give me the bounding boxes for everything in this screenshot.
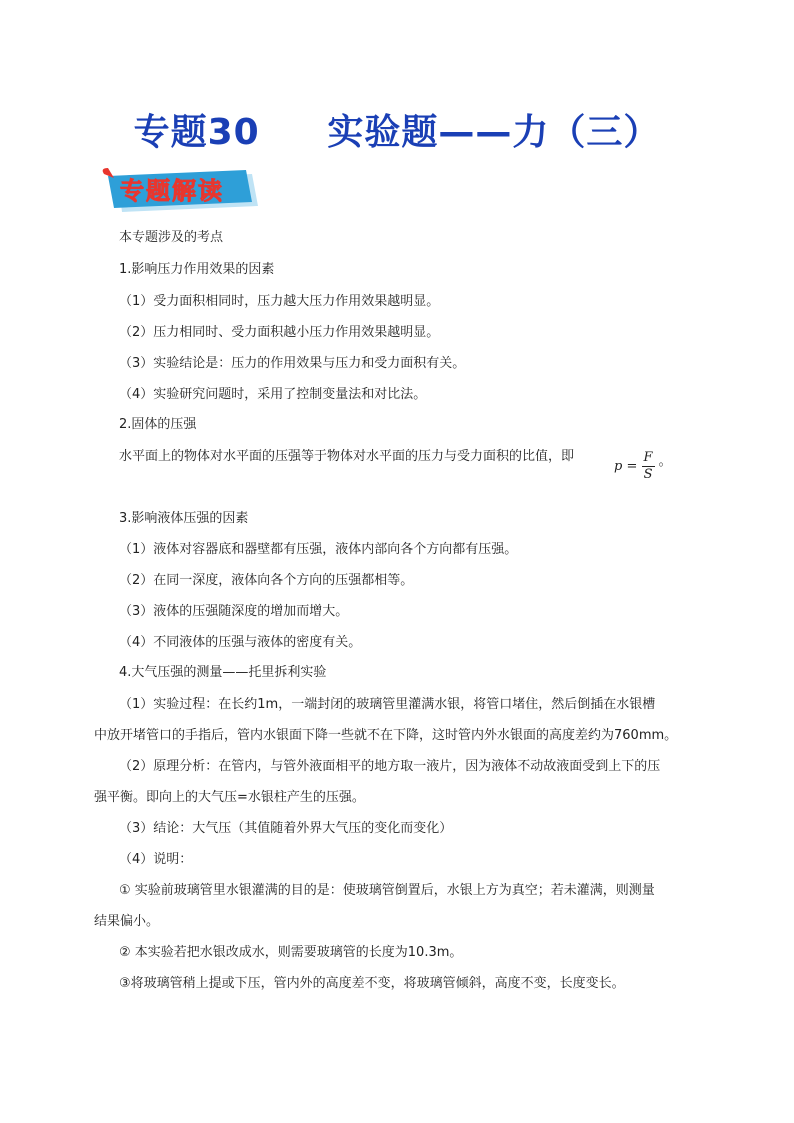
section-badge <box>100 166 260 216</box>
line-3-3: （3）液体的压强随深度的增加而增大。 <box>119 604 349 619</box>
line-note-1b: 结果偏小。 <box>94 914 160 929</box>
page-title: 专题30 实验题——力（三） <box>133 112 661 153</box>
line-4-2b: 强平衡。即向上的大气压=水银柱产生的压强。 <box>94 790 365 805</box>
line-note-1a: ① 实验前玻璃管里水银灌满的目的是：使玻璃管倒置后，水银上方为真空；若未灌满，则测量 <box>119 883 655 898</box>
line-4-3: （3）结论：大气压（其值随着外界大气压的变化而变化） <box>119 821 453 836</box>
line-note-3: ③将玻璃管稍上提或下压，管内外的高度差不变，将玻璃管倾斜，高度不变，长度变长。 <box>119 976 625 991</box>
line-1-3: （3）实验结论是：压力的作用效果与压力和受力面积有关。 <box>119 356 466 371</box>
formula-fraction <box>642 450 655 483</box>
line-note-2: ② 本实验若把水银改成水，则需要玻璃管的长度为10.3m。 <box>119 945 463 960</box>
line-1-2: （2）压力相同时、受力面积越小压力作用效果越明显。 <box>119 325 440 340</box>
pressure-formula <box>614 450 672 483</box>
formula-lhs: p = <box>614 459 638 474</box>
line-1-4: （4）实验研究问题时，采用了控制变量法和对比法。 <box>119 387 427 402</box>
line-4-1a: （1）实验过程：在长约1m，一端封闭的玻璃管里灌满水银，将管口堵住，然后倒插在水银槽 <box>119 697 656 712</box>
formula-denominator: S <box>643 467 653 482</box>
line-heading-3: 3.影响液体压强的因素 <box>119 511 249 526</box>
line-3-2: （2）在同一深度，液体向各个方向的压强都相等。 <box>119 573 414 588</box>
line-3-1: （1）液体对容器底和器壁都有压强，液体内部向各个方向都有压强。 <box>119 542 518 557</box>
line-intro: 本专题涉及的考点 <box>119 230 224 245</box>
line-4-4: （4）说明： <box>119 852 193 867</box>
line-4-1b: 中放开堵管口的手指后，管内水银面下降一些就不在下降，这时管内外水银面的高度差约为760mm。 <box>94 728 678 743</box>
line-heading-2: 2.固体的压强 <box>119 417 197 432</box>
line-3-4: （4）不同液体的压强与液体的密度有关。 <box>119 635 362 650</box>
line-heading-4: 4.大气压强的测量——托里拆利实验 <box>119 665 327 680</box>
line-4-2a: （2）原理分析：在管内，与管外液面相平的地方取一液片，因为液体不动故液面受到上下的压 <box>119 759 661 774</box>
formula-tail: 。 <box>658 454 672 469</box>
line-heading-1: 1.影响压力作用效果的因素 <box>119 262 275 277</box>
formula-numerator: F <box>643 450 653 465</box>
line-2-1: 水平面上的物体对水平面的压强等于物体对水平面的压力与受力面积的比值，即 <box>119 449 575 464</box>
line-1-1: （1）受力面积相同时，压力越大压力作用效果越明显。 <box>119 294 440 309</box>
badge-text: 专题解读 <box>120 177 224 205</box>
